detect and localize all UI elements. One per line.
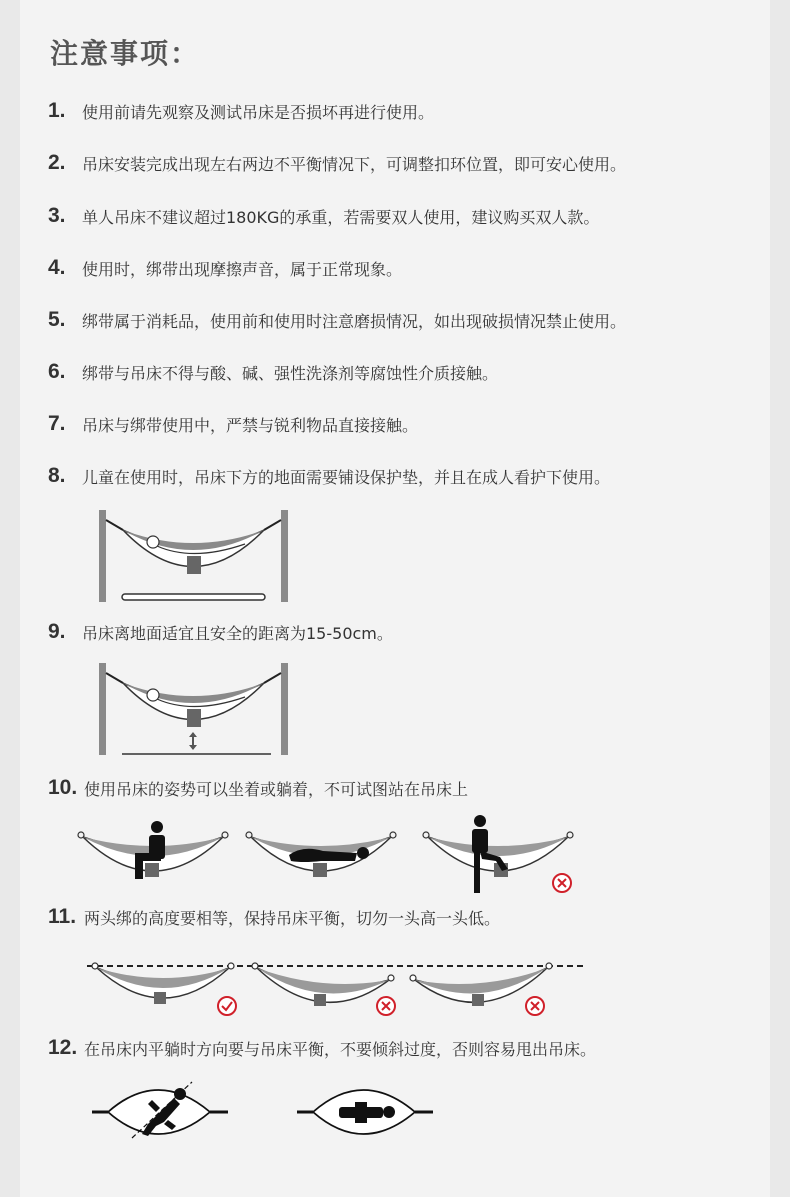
notice-item-1: [48, 96, 434, 126]
notice-item-4: [48, 253, 402, 283]
notice-item-2: [48, 148, 626, 178]
item-number: 9.: [48, 620, 66, 643]
level-hammock-figure: [92, 963, 234, 1004]
prohibited-mark-icon: [553, 874, 571, 892]
notice-item-5: [48, 305, 626, 335]
prohibited-mark-icon: [526, 997, 544, 1015]
notice-page: [20, 0, 770, 1197]
item-number: 5.: [48, 308, 66, 331]
unlevel-hammock-figure-1: [252, 963, 394, 1006]
hammock-level-illustration: [85, 958, 590, 1020]
lying-direction-illustration: [90, 1078, 440, 1146]
sitting-posture-figure: [78, 821, 228, 879]
item-text: 绑带与吊床不得与酸、碱、强性洗涤剂等腐蚀性介质接触。: [82, 363, 499, 383]
notice-item-12: [48, 1033, 596, 1063]
item-text: 使用时，绑带出现摩擦声音，属于正常现象。: [82, 259, 403, 279]
item-number: 10.: [48, 776, 78, 799]
standing-posture-figure: [423, 815, 573, 893]
diagonal-lying-figure: [92, 1082, 228, 1138]
item-number: 1.: [48, 99, 66, 122]
approved-mark-icon: [218, 997, 236, 1015]
item-text: 吊床与绑带使用中，严禁与锐利物品直接接触。: [82, 415, 419, 435]
item-number: 2.: [48, 151, 66, 174]
notice-item-9: [48, 617, 393, 647]
item-number: 6.: [48, 360, 66, 383]
straight-lying-figure: [297, 1090, 433, 1134]
item-text: 在吊床内平躺时方向要与吊床平衡，不要倾斜过度，否则容易甩出吊床。: [84, 1039, 597, 1059]
item-text: 绑带属于消耗品，使用前和使用时注意磨损情况，如出现破损情况禁止使用。: [82, 311, 627, 331]
item-number: 3.: [48, 204, 66, 227]
item-number: 8.: [48, 464, 66, 487]
page-title: 注意事项：: [50, 37, 201, 70]
item-text: 单人吊床不建议超过180KG的承重，若需要双人使用，建议购买双人款。: [82, 207, 600, 227]
notice-item-10: [48, 773, 468, 803]
lying-posture-figure: [246, 832, 396, 877]
hammock-height-illustration: [95, 661, 295, 756]
hammock-with-pad-illustration: [95, 508, 295, 603]
item-number: 4.: [48, 256, 66, 279]
hammock-postures-illustration: [75, 815, 585, 897]
item-number: 7.: [48, 412, 66, 435]
item-text: 吊床安装完成出现左右两边不平衡情况下，可调整扣环位置，即可安心使用。: [82, 154, 627, 174]
notice-item-3: [48, 201, 599, 231]
item-text: 吊床离地面适宜且安全的距离为15-50cm。: [82, 623, 393, 643]
notice-item-6: [48, 357, 498, 387]
item-number: 11.: [48, 905, 77, 928]
item-text: 使用吊床的姿势可以坐着或躺着，不可试图站在吊床上: [84, 779, 469, 799]
item-text: 两头绑的高度要相等，保持吊床平衡，切勿一头高一头低。: [84, 908, 501, 928]
notice-item-8: [48, 461, 610, 491]
item-text: 儿童在使用时，吊床下方的地面需要铺设保护垫，并且在成人看护下使用。: [82, 467, 611, 487]
item-number: 12.: [48, 1036, 78, 1059]
prohibited-mark-icon: [377, 997, 395, 1015]
item-text: 使用前请先观察及测试吊床是否损坏再进行使用。: [82, 102, 435, 122]
notice-item-7: [48, 409, 418, 439]
notice-item-11: [48, 902, 500, 932]
